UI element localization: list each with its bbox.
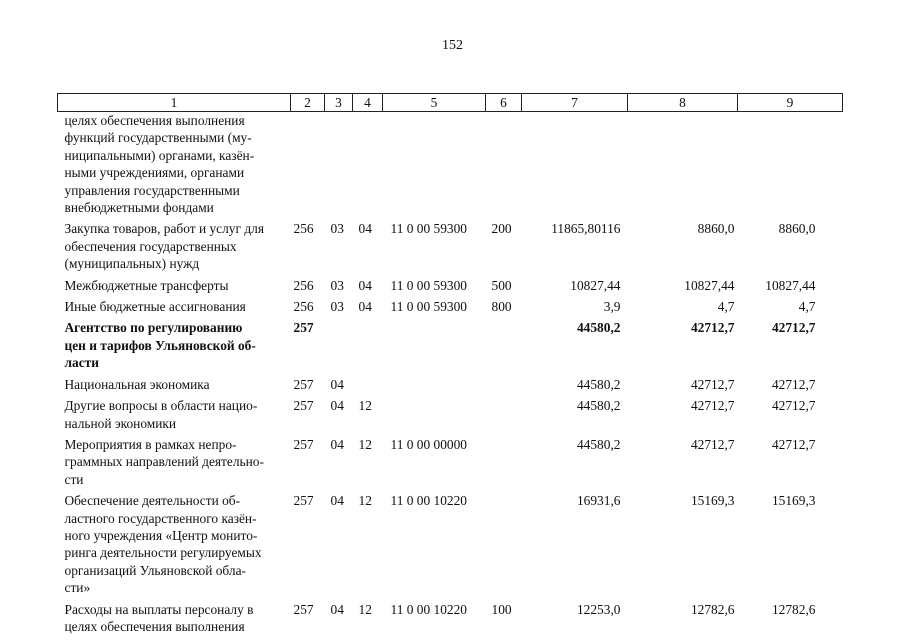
table-row — [58, 432, 843, 488]
item-name-line: ласти — [64, 355, 99, 371]
cell-amount-col7: 44580,2 — [576, 398, 621, 414]
cell-amount-col9: 15169,3 — [771, 493, 816, 509]
cell-admin-code: 256 — [293, 299, 314, 315]
cell-target-article: 11 0 00 10220 — [390, 493, 467, 509]
cell-admin-code: 257 — [293, 376, 314, 392]
cell-amount-col8: 42712,7 — [690, 436, 735, 452]
item-name-line: обеспечения государственных — [64, 238, 237, 254]
cell-target-article: 11 0 00 59300 — [390, 277, 467, 293]
cell-subsection — [353, 372, 383, 393]
item-name-line: сти» — [64, 580, 91, 596]
cell-admin-code: 257 — [293, 601, 314, 617]
item-name-line: организаций Ульяновской обла- — [64, 562, 246, 578]
column-header: 7 — [522, 94, 628, 112]
cell-expense-type — [486, 432, 522, 488]
cell-section: 03 — [330, 277, 344, 293]
column-header: 9 — [738, 94, 843, 112]
cell-expense-type: 100 — [491, 601, 512, 617]
cell-subsection: 12 — [358, 436, 372, 452]
cell-item-name — [58, 315, 291, 371]
cell-admin-code: 257 — [293, 320, 314, 336]
cell-amount-col8: 15169,3 — [690, 493, 735, 509]
column-header: 4 — [353, 94, 383, 112]
cell-amount-col9: 4,7 — [798, 299, 816, 315]
cell-amount-col8: 4,7 — [717, 299, 735, 315]
table-row — [58, 597, 843, 636]
item-name-line: ными учреждениями, органами — [64, 165, 245, 181]
cell-expense-type: 500 — [491, 277, 512, 293]
column-header: 5 — [383, 94, 486, 112]
cell-subsection: 12 — [358, 398, 372, 414]
column-header: 2 — [291, 94, 325, 112]
cell-amount-col7: 11865,80116 — [551, 221, 621, 237]
table-row — [58, 112, 843, 217]
table-body — [58, 112, 843, 636]
cell-section: 03 — [330, 221, 344, 237]
table-row — [58, 273, 843, 294]
item-name-line: нальной экономики — [64, 415, 177, 431]
cell-amount-col7: 3,9 — [603, 299, 621, 315]
cell-amount-col9: 10827,44 — [765, 277, 816, 293]
cell-target-article: 11 0 00 59300 — [390, 299, 467, 315]
item-name-line: (муниципальных) нужд — [64, 256, 200, 272]
cell-amount-col8: 42712,7 — [690, 320, 735, 336]
cell-subsection — [353, 112, 383, 217]
item-name-line: целях обеспечения выполнения — [64, 618, 245, 634]
cell-item-name — [58, 372, 291, 393]
cell-item-name — [58, 216, 291, 272]
table-row — [58, 315, 843, 371]
item-name-line: Национальная экономика — [64, 376, 210, 392]
cell-amount-col8: 12782,6 — [690, 601, 735, 617]
cell-admin-code: 256 — [293, 277, 314, 293]
cell-amount-col7 — [522, 112, 628, 217]
cell-amount-col8: 8860,0 — [697, 221, 735, 237]
item-name-line: Другие вопросы в области нацио- — [64, 398, 258, 414]
item-name-line: Мероприятия в рамках непро- — [64, 436, 237, 452]
column-header: 1 — [58, 94, 291, 112]
table-row — [58, 294, 843, 315]
cell-admin-code: 257 — [293, 436, 314, 452]
cell-admin-code: 257 — [293, 398, 314, 414]
cell-expense-type — [486, 372, 522, 393]
item-name-line: сти — [64, 471, 84, 487]
table-header-row — [58, 94, 843, 112]
cell-amount-col9: 8860,0 — [778, 221, 816, 237]
cell-item-name — [58, 432, 291, 488]
cell-amount-col9: 42712,7 — [771, 320, 816, 336]
cell-item-name — [58, 488, 291, 596]
cell-amount-col9 — [738, 112, 843, 217]
cell-subsection: 12 — [358, 601, 372, 617]
column-header: 8 — [628, 94, 738, 112]
cell-expense-type — [486, 393, 522, 432]
cell-expense-type — [486, 315, 522, 371]
cell-subsection: 04 — [358, 277, 372, 293]
item-name-line: ринга деятельности регулируемых — [64, 545, 262, 561]
cell-expense-type — [486, 488, 522, 596]
page-number: 152 — [442, 38, 463, 53]
table-row — [58, 488, 843, 596]
table-row — [58, 216, 843, 272]
cell-subsection — [353, 315, 383, 371]
item-name-line: цен и тарифов Ульяновской об- — [64, 337, 256, 353]
table-row — [58, 372, 843, 393]
cell-amount-col8: 42712,7 — [690, 376, 735, 392]
budget-table — [57, 93, 843, 635]
cell-item-name — [58, 294, 291, 315]
item-name-line: граммных направлений деятельно- — [64, 454, 264, 470]
cell-amount-col9: 42712,7 — [771, 376, 816, 392]
item-name-line: Обеспечение деятельности об- — [64, 493, 241, 509]
cell-amount-col8 — [628, 112, 738, 217]
cell-subsection: 04 — [358, 299, 372, 315]
cell-target-article — [383, 393, 486, 432]
item-name-line: Закупка товаров, работ и услуг для — [64, 221, 264, 237]
cell-amount-col7: 12253,0 — [576, 601, 621, 617]
cell-amount-col9: 42712,7 — [771, 398, 816, 414]
item-name-line: целях обеспечения выполнения — [64, 113, 245, 128]
cell-amount-col8: 42712,7 — [690, 398, 735, 414]
item-name-line: функций государственными (му- — [64, 130, 252, 146]
cell-section: 04 — [330, 436, 344, 452]
cell-expense-type — [486, 112, 522, 217]
cell-expense-type: 200 — [491, 221, 512, 237]
table-row — [58, 393, 843, 432]
cell-target-article — [383, 112, 486, 217]
item-name-line: внебюджетными фондами — [64, 200, 214, 216]
item-name-line: Межбюджетные трансферты — [64, 277, 229, 293]
cell-amount-col9: 12782,6 — [771, 601, 816, 617]
cell-target-article: 11 0 00 10220 — [390, 601, 467, 617]
cell-admin-code: 257 — [293, 493, 314, 509]
cell-amount-col9: 42712,7 — [771, 436, 816, 452]
cell-target-article: 11 0 00 59300 — [390, 221, 467, 237]
cell-target-article — [383, 372, 486, 393]
cell-item-name — [58, 597, 291, 636]
cell-section: 04 — [330, 376, 344, 392]
cell-target-article — [383, 315, 486, 371]
item-name-line: ниципальными) органами, казён- — [64, 147, 255, 163]
cell-section — [325, 112, 353, 217]
cell-amount-col7: 10827,44 — [570, 277, 621, 293]
cell-section: 04 — [330, 493, 344, 509]
item-name-line: управления государственными — [64, 182, 240, 198]
item-name-line: Агентство по регулированию — [64, 320, 243, 336]
item-name-line: Иные бюджетные ассигнования — [64, 299, 246, 315]
cell-admin-code — [291, 112, 325, 217]
cell-expense-type: 800 — [491, 299, 512, 315]
cell-item-name — [58, 273, 291, 294]
cell-amount-col7: 44580,2 — [576, 320, 621, 336]
cell-section: 04 — [330, 601, 344, 617]
cell-item-name — [58, 112, 291, 217]
cell-amount-col7: 44580,2 — [576, 436, 621, 452]
cell-section: 04 — [330, 398, 344, 414]
item-name-line: Расходы на выплаты персоналу в — [64, 601, 254, 617]
column-header: 3 — [325, 94, 353, 112]
item-name-line: ластного государственного казён- — [64, 510, 257, 526]
cell-amount-col7: 44580,2 — [576, 376, 621, 392]
item-name-line: ного учреждения «Центр монито- — [64, 527, 258, 543]
cell-amount-col7: 16931,6 — [576, 493, 621, 509]
cell-amount-col8: 10827,44 — [684, 277, 735, 293]
cell-section: 03 — [330, 299, 344, 315]
cell-section — [325, 315, 353, 371]
cell-subsection: 04 — [358, 221, 372, 237]
cell-item-name — [58, 393, 291, 432]
cell-target-article: 11 0 00 00000 — [390, 436, 467, 452]
column-header: 6 — [486, 94, 522, 112]
cell-subsection: 12 — [358, 493, 372, 509]
cell-admin-code: 256 — [293, 221, 314, 237]
